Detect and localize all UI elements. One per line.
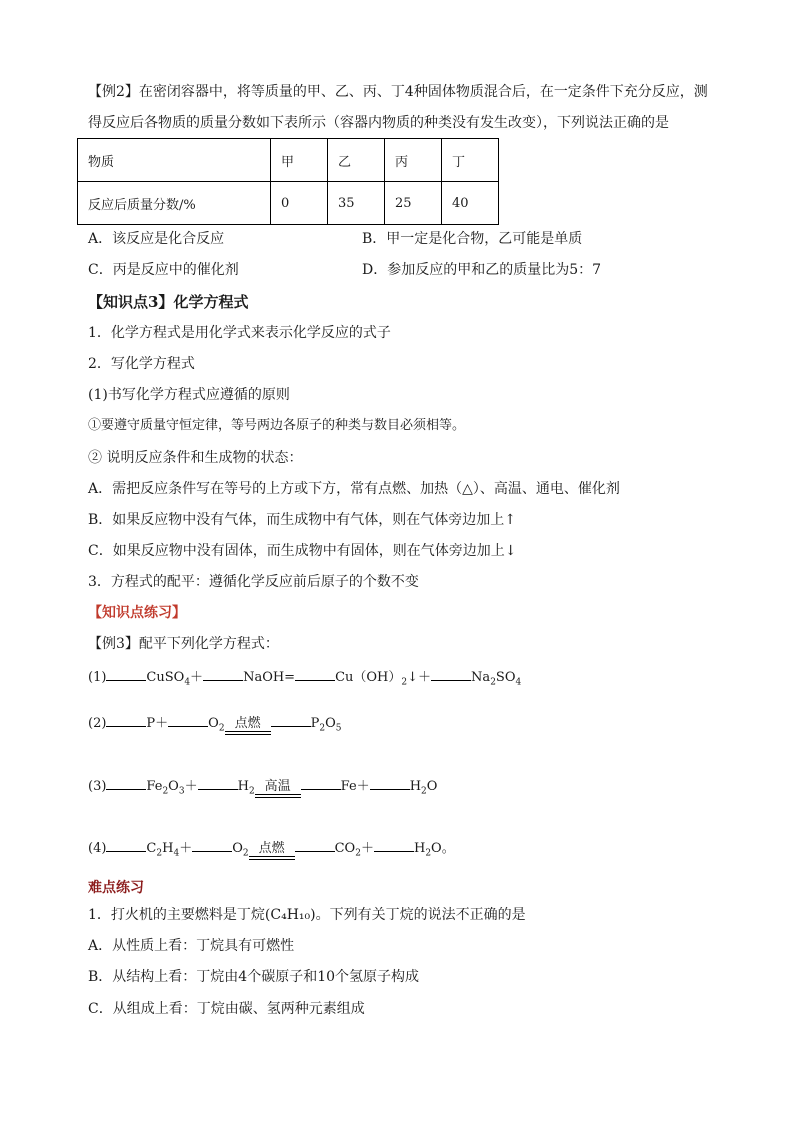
kp3-line-8: C．如果反应物中没有固体，而生成物中有固体，则在气体旁边加上↓ [88, 543, 517, 559]
table-cell: 甲 [271, 139, 328, 182]
table-cell: 丙 [385, 139, 442, 182]
hard-option-b: B．从结构上看：丁烷由4个碳原子和10个氢原子构成 [88, 969, 420, 985]
hard-question-1: 1．打火机的主要燃料是丁烷(C₄H₁₀)。下列有关丁烷的说法不正确的是 [88, 907, 526, 923]
kp3-line-9: 3．方程式的配平：遵循化学反应前后原子的个数不变 [88, 574, 419, 590]
table-cell: 0 [271, 182, 328, 225]
example-3-heading: 【例3】配平下列化学方程式： [88, 636, 279, 652]
condition-ignite: 点燃 [225, 717, 271, 739]
table-cell: 丁 [442, 139, 499, 182]
kp3-line-4: ①要遵守质量守恒定律，等号两边各原子的种类与数目必须相等。 [88, 418, 466, 433]
table-cell: 反应后质量分数/% [78, 182, 271, 225]
kp3-line-1: 1．化学方程式是用化学式来表示化学反应的式子 [88, 325, 391, 341]
option-b: B．甲一定是化合物，乙可能是单质 [362, 231, 583, 247]
kp3-line-7: B．如果反应物中没有气体，而生成物中有气体，则在气体旁边加上↑ [88, 512, 517, 528]
condition-high-temp: 高温 [255, 780, 301, 802]
knowledge-point-3-title: 【知识点3】化学方程式 [88, 293, 249, 311]
equation-2: (2) $P+ O_2$ 点燃 $P_2O_5$ [88, 712, 341, 739]
table-cell: 35 [328, 182, 385, 225]
hard-option-a: A．从性质上看：丁烷具有可燃性 [88, 938, 295, 954]
kp3-line-5: ② 说明反应条件和生成物的状态： [88, 450, 303, 466]
table-cell: 40 [442, 182, 499, 225]
kp3-line-6: A．需把反应条件写在等号的上方或下方，常有点燃、加热（△）、高温、通电、催化剂 [88, 481, 620, 497]
equation-3: (3) $Fe_2O_3+ H_2$ 高温 $Fe+ H_2O$ [88, 775, 437, 802]
equation-4: (4) $C_2H_4+ O_2$ 点燃 $CO_2+ H_2O$。 [88, 837, 455, 864]
option-c: C．丙是反应中的催化剂 [88, 262, 239, 278]
table-cell: 物质 [78, 139, 271, 182]
table-row [78, 182, 499, 225]
example-2-intro-line1: 【例2】在密闭容器中，将等质量的甲、乙、丙、丁4种固体物质混合后，在一定条件下充分反应，测 [88, 84, 708, 100]
mass-fraction-table [77, 138, 499, 225]
option-d: D．参加反应的甲和乙的质量比为5：7 [362, 262, 602, 278]
example-2-intro-line2: 得反应后各物质的质量分数如下表所示（容器内物质的种类没有发生改变），下列说法正确的是 [88, 115, 669, 131]
kp3-line-2: 2．写化学方程式 [88, 356, 195, 372]
hard-option-c: C．从组成上看：丁烷由碳、氢两种元素组成 [88, 1001, 365, 1017]
table-cell: 25 [385, 182, 442, 225]
kp3-line-3: (1)书写化学方程式应遵循的原则 [88, 387, 290, 403]
condition-ignite: 点燃 [249, 842, 295, 864]
practice-heading: 【知识点练习】 [88, 605, 186, 621]
table-cell: 乙 [328, 139, 385, 182]
equation-1: (1) CuSO$_4$＋ NaOH= $Cu(OH)_2↓+ Na_2SO_4$ [88, 666, 521, 693]
option-a: A．该反应是化合反应 [88, 231, 225, 247]
hard-practice-heading: 难点练习 [88, 880, 144, 896]
table-row [78, 139, 499, 182]
